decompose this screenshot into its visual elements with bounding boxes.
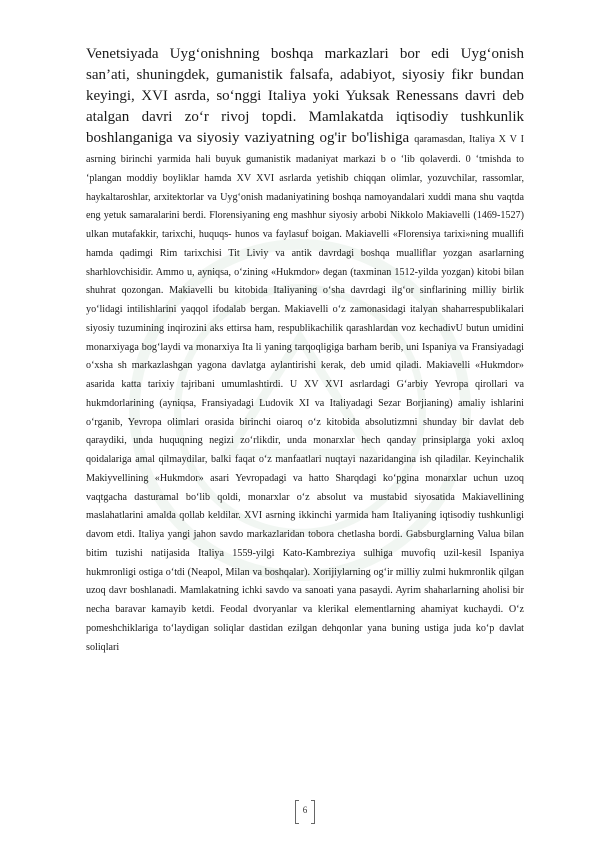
main-text-block xyxy=(86,44,524,655)
paragraph-body: qaramasdan, Italiya X V I asrning birinchi yarmida hali buyuk gumanistik madaniyat markazi b o ‘lib qolaverdi. 0 ‘tmishda to ‘plangan moddiy boyliklar hamda XV XVI asrlarda yetishib chiqqan olimlar, yozuvchilar, rassomlar, haykaltaroshlar, arxitektorlar va Uyg‘onish madaniyatining boshqa namoyandalari xuddi mana shu vaqtda eng yetuk samaralarini berdi. Florensiyaning eng mashhur siyosiy arbobi Nikkolo Makiavelli (1469-1527) ulkan mutafakkir, tarixchi, huquqs- hunos va faylasuf boigan. Makiavelli «Florensiya tarixi»ning muallifi hamda qadimgi Rim tarixchisi Tit Liviy va antik davrdagi boshqa mualliflar yozgan asarlarning sharhlovchisidir. Ammo u, ayniqsa, o‘zining «Hukmdor» degan (taxminan 1512-yilda yozgan) kitobi bilan shuhrat qozongan. Makiavelli bu kitobida Italiyaning o‘sha davrdagi ilg‘or sinflarining milliy birlik yo‘lidagi intilishlarini yaqqol ifodalab bergan. Makiavelli o‘z zamonasidagi italyan shaharrespublikalari siyosiy tuzumining inqirozini aks ettirsa ham, respublikachilik qarashlardan voz kechadivU butun umidini monarxiyaga bog‘laydi va monarxiya Ita li yaning tarqoqligiga barham berib, uni Ispaniya va Fransiyadagi o‘xsha sh markazlashgan yagona davlatga aylantirishi kerak, deb umid qiladi. Makiavelli «Hukmdor» asarida katta tarixiy tajribani umumlashtirdi. U XV XVI asrlardagi G‘arbiy Yevropa qirollari va hukmdorlarining (ayniqsa, Fransiyadagi Ludovik XI va Italiyadagi Sezar Borjianing) amaliy ishlarini o‘rganib, Yevropa olimlari orasida birinchi oiaroq o‘z kitobida absolutizmni shunday bir davlat deb qaraydiki, unda huquqning negizi zo‘rlikdir, unda monarxlar hech qanday prinsiplarga yoki axloq qoidalariga amal qilmaydilar, balki faqat o‘z manfaatlari nuqtayi nazaridangina ish qiladilar. Keyinchalik Makiyvellining «Hukmdor» asari Yevropadagi va hatto Sharqdagi ko‘pgina monarxlar uchun uzoq vaqtgacha dasturamal bo‘lib qoldi, monarxlar o‘z absolut va mustabid siyosatida Makiavellining maslahatlarini amalda qollab keldilar. XVI asrning ikkinchi yarmida ham Italiyaning iqtisodiy tushkunligi davom etdi. Italiya yangi jahon savdo markazlaridan tobora chetlasha bordi. Gabsburglarning Valua bilan bitim tuzishi natijasida Italiya 1559-yilgi Kato-Kambreziya sulhiga muvofiq uzil-kesil Ispaniya hukmronligi ostiga o‘tdi (Neapol, Milan va boshqalar). Xorijiylarning og‘ir milliy zulmi hukmronlik qilgan uzoq davr boshlanadi. Mamlakatning ichki savdo va sanoati yana pasaydi. Ayrim shaharlarning aholisi bir necha baravar kamayib ketdi. Feodal dvoryanlar va klerikal elementlarning ahamiyat kuchaydi. O‘z pomeshchiklariga to‘laydigan soliqlar dastidan ezilgan dehqonlar yana buning ustiga juda ko‘p davlat soliqlari xyxy=(86,134,525,653)
page-footer xyxy=(298,800,312,824)
paragraph-lead: Venetsiyada Uyg‘onishning boshqa markazlari bor edi Uyg‘onish san’ati, shuningdek, gumanistik falsafa, adabiyot, siyosiy fikr bundan keyingi, XVI asrda, so‘nggi Italiya yoki Yuksak Renessans davri deb atalgan davri zo‘r rivoj topdi. Mamlakatda iqtisodiy tushkunlik boshlanganiga va siyosiy vaziyatning og'ir bo'lishiga xyxy=(86,46,524,146)
footer-bracket-right xyxy=(311,800,315,824)
page-number: 6 xyxy=(302,805,308,815)
